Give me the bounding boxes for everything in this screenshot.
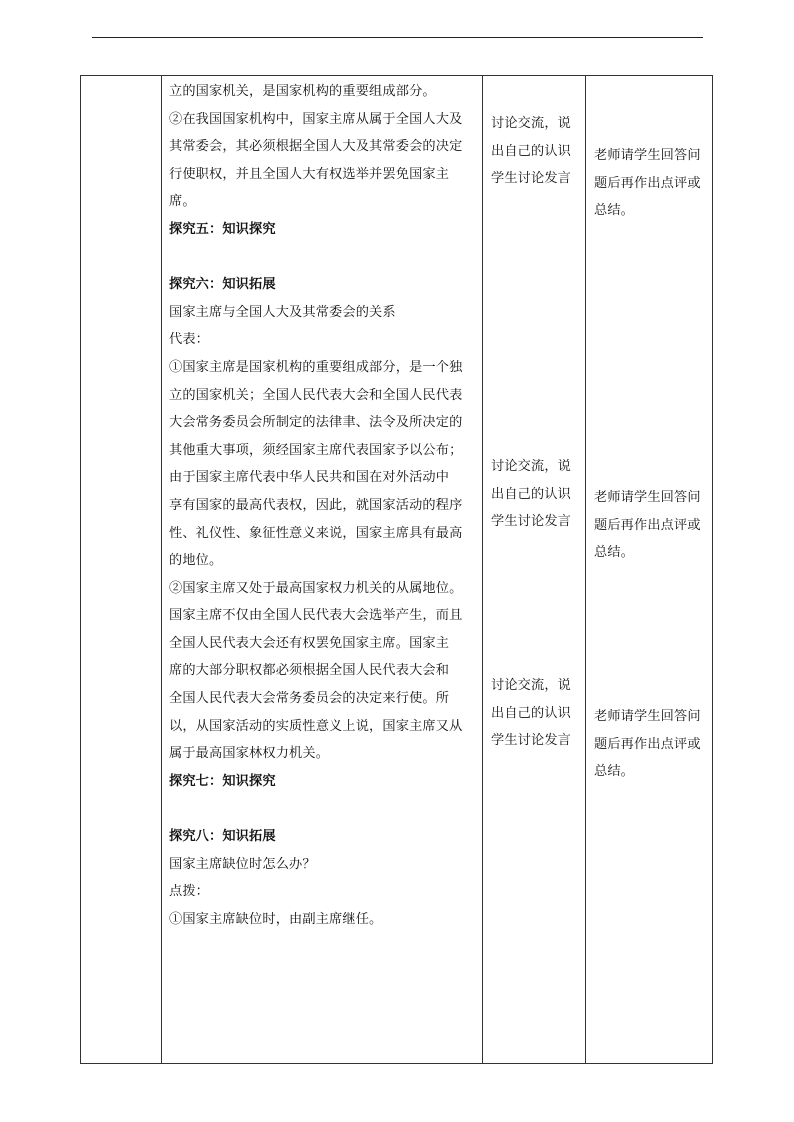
teacher-activity-3 <box>594 703 701 786</box>
teacher-activity-line: 题后再作出点评或 <box>594 175 701 191</box>
content-line: 其他重大事项，须经国家主席代表国家予以公布； <box>169 442 463 458</box>
content-line: 大会常务委员会所制定的法律聿、法令及所决定的 <box>169 415 463 431</box>
content-line: 性、礼仪性、象征性意义来说，国家主席具有最高 <box>169 525 463 541</box>
content-line: 行使职权，并且全国人大有权选举并罢免国家主 <box>169 166 450 182</box>
content-line: 由于国家主席代表中华人民共和国在对外活动中 <box>169 470 450 486</box>
teacher-activity-line: 老师请学生回答问 <box>594 490 701 505</box>
content-line: ②国家主席又处于最高国家权力机关的从属地位。 <box>169 580 463 596</box>
content-line: 享有国家的最高代表权，因此，就国家活动的程序 <box>169 497 463 513</box>
student-activity-line: 讨论交流，说 <box>491 678 572 693</box>
content-line: 全国人民代表大会常务委员会的决定来行使。所 <box>169 691 450 707</box>
teaching-content-column <box>169 78 489 933</box>
section-heading: 探究八：知识拓展 <box>169 829 276 845</box>
column-divider <box>585 76 586 1063</box>
student-activity-1 <box>491 110 571 193</box>
content-line: ②在我国国家机构中，国家主席从属于全国人大及 <box>169 111 463 127</box>
content-line: 代表： <box>169 332 210 348</box>
column-divider <box>161 76 162 1063</box>
teacher-activity-line: 总结。 <box>594 203 635 219</box>
content-line: 席。 <box>169 194 196 210</box>
student-activity-3 <box>491 672 571 755</box>
lesson-table <box>80 75 713 1064</box>
content-line: 国家主席与全国人大及其常委会的关系 <box>169 304 396 320</box>
content-line: 以，从国家活动的实质性意义上说，国家主席又从 <box>169 718 463 734</box>
teacher-activity-line: 题后再作出点评或 <box>594 517 701 533</box>
section-heading: 探究七：知识探究 <box>169 773 276 789</box>
content-line: 国家主席缺位时怎么办？ <box>169 856 316 872</box>
student-activity-line: 学生讨论发言 <box>491 171 572 187</box>
teacher-activity-line: 老师请学生回答问 <box>594 709 701 724</box>
content-line: 属于最高国家林权力机关。 <box>169 746 330 762</box>
header-rule <box>92 37 703 38</box>
content-line: 立的国家机关，是国家机构的重要组成部分。 <box>169 84 436 99</box>
teacher-activity-line: 总结。 <box>594 764 635 780</box>
teacher-activity-line: 总结。 <box>594 545 635 561</box>
student-activity-line: 讨论交流，说 <box>491 116 572 131</box>
teacher-activity-2 <box>594 484 701 567</box>
teacher-activity-1 <box>594 142 701 225</box>
student-activity-line: 学生讨论发言 <box>491 514 572 530</box>
section-heading: 探究六：知识拓展 <box>169 277 276 293</box>
content-line: 的地位。 <box>169 553 223 569</box>
student-activity-line: 出自己的认识 <box>491 143 572 159</box>
content-line: ①国家主席是国家机构的重要组成部分，是一个独 <box>169 359 463 375</box>
content-line: 国家主席不仅由全国人民代表大会选举产生，而且 <box>169 608 463 624</box>
content-line: 席的大部分职权都必须根据全国人民代表大会和 <box>169 663 450 679</box>
teacher-activity-line: 题后再作出点评或 <box>594 736 701 752</box>
student-activity-2 <box>491 453 571 536</box>
content-line <box>169 244 489 272</box>
student-activity-line: 出自己的认识 <box>491 705 572 721</box>
student-activity-line: 讨论交流，说 <box>491 459 572 474</box>
content-line: 全国人民代表大会还有权罢免国家主席。国家主 <box>169 635 450 651</box>
content-line <box>169 795 489 823</box>
section-heading: 探究五：知识探究 <box>169 221 276 237</box>
student-activity-line: 出自己的认识 <box>491 486 572 502</box>
student-activity-line: 学生讨论发言 <box>491 733 572 749</box>
content-line: 点拨： <box>169 884 210 900</box>
content-line: 其常委会，其必须根据全国人大及其常委会的决定 <box>169 139 463 155</box>
content-line: ①国家主席缺位时，由副主席继任。 <box>169 911 383 927</box>
teacher-activity-line: 老师请学生回答问 <box>594 148 701 163</box>
content-line: 立的国家机关；全国人民代表大会和全国人民代表 <box>169 387 463 403</box>
